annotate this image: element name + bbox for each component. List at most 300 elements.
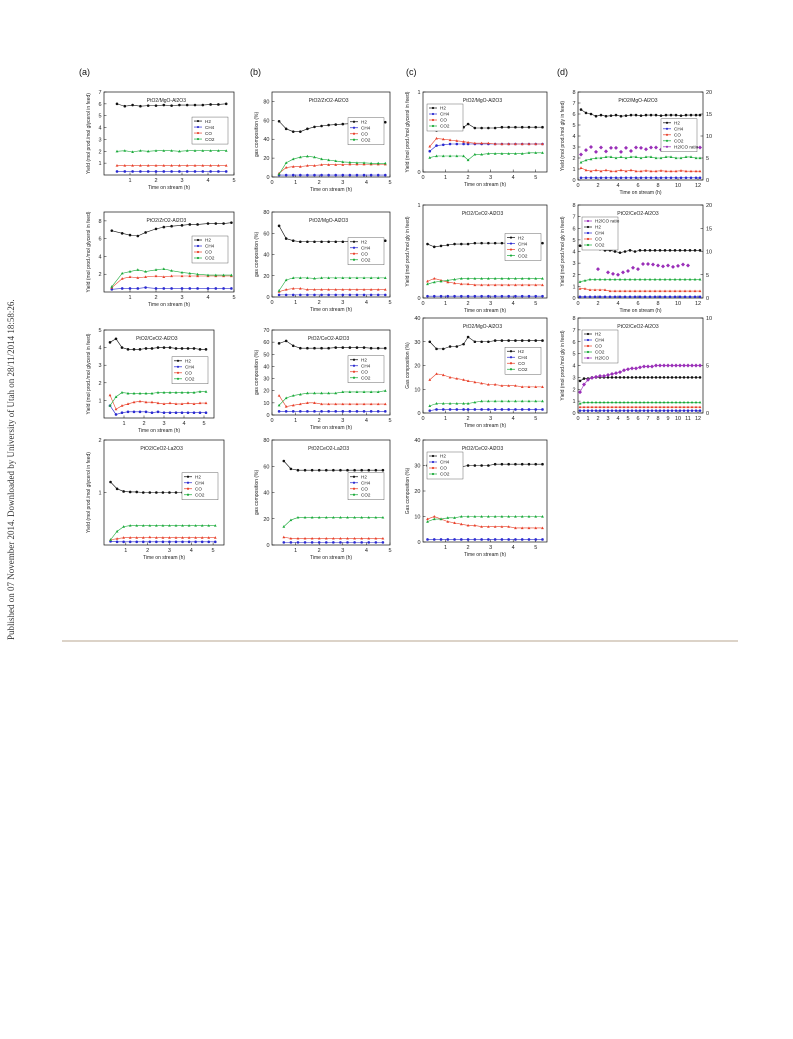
data-point [170,225,173,228]
legend-marker [353,253,355,255]
data-point [680,177,683,180]
data-point [494,295,497,298]
legend [348,238,384,265]
data-point [607,409,610,412]
x-tick-label: 5 [388,300,392,306]
data-point [428,150,431,153]
y-tick-label: 4 [572,363,576,370]
data-point [605,115,608,118]
data-point [334,346,337,349]
data-point [667,376,670,379]
data-point [595,409,598,412]
data-point [306,347,309,350]
series-co [278,287,387,293]
data-point [645,177,648,180]
data-point [342,410,345,413]
series-co [428,137,544,148]
data-point [474,538,477,541]
legend-label: CH4 [361,125,371,131]
data-point [163,346,166,349]
data-point [111,229,114,232]
data-point [699,376,702,379]
series-line [284,517,383,526]
x-tick-label: 4 [364,418,368,424]
data-point [494,463,497,466]
legend-marker [353,371,355,373]
data-point [304,469,307,472]
data-point [620,169,623,172]
data-point [599,296,602,299]
x-tick-label: 4 [364,548,368,554]
y-tick-label: 0 [266,175,270,181]
data-point [686,263,690,267]
legend-label: CO [205,130,212,136]
data-point [507,295,510,298]
series-co2 [109,390,208,407]
data-point [623,409,626,412]
data-point [580,108,583,111]
legend-label: CH4 [440,459,450,465]
legend-label: CO2 [361,137,371,143]
y-tick-label: 4 [572,134,576,140]
data-point [370,174,373,177]
y-tick-label: 8 [572,90,576,96]
legend-marker [197,126,199,128]
data-point [155,228,158,231]
data-point [501,339,504,342]
data-point [292,130,295,133]
x-tick-label: 5 [534,175,538,181]
legend-label: CO [674,132,681,138]
data-point [467,408,470,411]
data-point [306,294,309,297]
data-point [384,239,387,242]
data-point [129,541,132,544]
data-point [634,296,637,299]
series-ch4 [278,294,387,297]
legend-label: H2/CO ratio [674,144,699,150]
data-point [367,541,370,544]
series-line [430,409,543,410]
data-point [194,170,197,173]
data-point [116,541,119,544]
data-point [579,152,583,156]
legend-marker [353,121,355,123]
data-point [579,409,582,412]
x-axis-label: Time on stream (h) [147,302,191,308]
data-point [649,296,652,299]
data-point [178,104,181,107]
data-point [514,339,517,342]
data-point [590,376,594,380]
data-point [521,295,524,298]
legend-marker [177,372,179,374]
data-point [207,287,210,290]
data-point [225,103,228,106]
data-point [428,409,431,412]
data-point [320,174,323,177]
data-point [534,339,537,342]
legend-marker [177,360,179,362]
data-point [462,408,465,411]
data-point [306,128,309,131]
legend [505,234,541,261]
data-point [155,491,158,494]
data-point [682,364,686,368]
x-tick-label: 3 [489,545,493,551]
data-point [433,277,436,280]
x-tick-label: 2 [466,416,470,422]
data-point [194,104,197,107]
data-point [367,469,370,472]
y-tick-label: 60 [263,464,270,471]
legend-marker [353,365,355,367]
y-axis-label: Yield (mol prod./mol glycerol in feed) [86,93,92,174]
data-point [639,376,642,379]
y-axis-label: Yield (mol prod./mol glycerol in feed) [86,211,92,293]
data-point [679,249,682,252]
data-point [453,295,456,298]
legend-label: CH4 [185,364,195,370]
data-point [442,348,445,351]
data-point [579,380,582,383]
legend-marker [666,134,668,136]
data-point [349,174,352,177]
series-co [428,372,544,388]
data-point [433,538,436,541]
data-point [620,155,623,158]
series-line [428,517,543,522]
data-point [674,249,677,252]
x-axis-label: Time on stream (h) [619,308,662,314]
legend-marker [510,362,512,364]
data-point [313,126,316,129]
y-tick-label: 30 [263,376,270,383]
data-point [349,410,352,413]
x-tick-label: 10 [674,301,682,307]
legend-label: CO2 [440,471,450,477]
data-point [320,240,323,243]
data-point [514,408,517,411]
legend-label: CO [361,486,368,492]
x-tick-label: 2 [466,545,470,551]
data-point [199,348,202,351]
data-point [129,234,132,237]
data-point [487,340,490,343]
series-ch4 [109,404,208,415]
legend-marker [432,473,434,475]
data-point [630,366,634,370]
data-point [610,372,614,376]
data-point [162,267,165,270]
data-point [629,149,633,153]
data-point [600,114,603,117]
x-tick-label: 12 [694,183,702,189]
chart-a1 [86,90,236,191]
y-tick-label: 20 [414,363,421,370]
series-h2-co-ratio [596,262,690,277]
chart-title: PtO2/ZrO2-Al2O3 [308,98,349,104]
x-tick-label: 1 [122,421,126,427]
x-tick-label: 3 [489,175,493,181]
data-point [225,170,228,173]
data-point [142,491,145,494]
data-point [456,408,459,411]
chart-c2 [405,203,547,314]
data-point [619,251,622,254]
x-axis-label: Time on stream (h) [137,428,181,434]
x-axis-label: Time on stream (h) [463,308,507,314]
legend-label: H2 [518,348,524,354]
data-point [474,242,477,245]
data-point [639,296,642,299]
data-point [135,491,138,494]
data-point [320,125,323,128]
y2-tick-label: 0 [706,178,710,184]
series-line [279,164,385,173]
y-tick-label: 3 [98,137,102,144]
data-point [188,541,191,544]
data-point [278,342,281,345]
series-line [279,156,385,174]
data-point [189,287,192,290]
chart-d1 [560,90,712,196]
data-point [116,488,119,491]
series-line [430,138,543,146]
data-point [375,541,378,544]
data-point [636,267,640,271]
series-ch4 [283,541,385,544]
series-ch4 [426,538,544,541]
x-tick-label: 2 [317,300,321,306]
data-point [655,177,658,180]
series-line [430,153,543,160]
data-point [356,346,359,349]
data-point [139,170,142,173]
legend-label: H2 [361,119,367,125]
legend-label: CH4 [205,124,215,130]
chart-title: PtO2/MgO-Al2O3 [462,324,503,330]
data-point [610,114,613,117]
legend-marker [177,366,179,368]
data-point [651,409,654,412]
data-point [680,114,683,117]
x-tick-label: 0 [270,180,274,186]
data-point [619,296,622,299]
data-point [661,264,665,268]
legend-marker [353,247,355,249]
data-point [655,409,658,412]
data-point [675,177,678,180]
data-point [675,114,678,117]
data-point [474,295,477,298]
data-point [375,469,378,472]
y-axis-label: gas composition (%) [254,349,260,396]
x-tick-label: 2 [317,548,321,554]
legend-label: H2 [440,105,446,111]
series-co2 [580,155,702,163]
chart-title: PtO2/MgO-Al2O3 [618,98,658,104]
y-tick-label: 2 [572,272,576,279]
data-point [635,177,638,180]
data-point [334,294,337,297]
data-point [689,296,692,299]
data-point [683,376,686,379]
legend-label: CO2 [440,123,450,129]
data-point [528,126,531,129]
data-point [205,348,208,351]
legend-marker [353,476,355,478]
data-point [599,145,603,149]
data-point [627,376,630,379]
legend-label: CH4 [674,126,684,132]
data-point [494,538,497,541]
legend-label: H2 [205,118,211,124]
data-point [460,243,463,246]
legend-marker [587,244,589,246]
data-point [349,346,352,349]
x-tick-label: 4 [616,416,620,422]
data-point [664,249,667,252]
data-point [139,105,142,108]
y-tick-label: 20 [263,273,270,280]
x-tick-label: 3 [341,418,345,424]
data-point [650,364,654,368]
x-tick-label: 1 [444,545,448,551]
y-tick-label: 6 [572,226,576,233]
x-tick-label: 2 [154,178,158,184]
data-point [643,376,646,379]
data-point [595,115,598,118]
data-point [521,463,524,466]
data-point [649,249,652,252]
y-tick-label: 8 [98,218,102,225]
data-point [589,145,593,149]
data-point [514,295,517,298]
series-line [279,391,385,406]
legend-marker [432,461,434,463]
x-tick-label: 2 [466,301,470,307]
data-point [694,364,698,368]
data-point [109,481,112,484]
chart-title: PtO2/CeO2-Al2O3 [136,336,178,342]
data-point [131,104,134,107]
data-point [579,296,582,299]
legend-label: CH4 [361,245,371,251]
legend-marker [197,251,199,253]
data-point [655,376,658,379]
data-point [144,231,147,234]
y-tick-label: 3 [572,375,576,382]
series-co2 [428,400,544,407]
legend [172,357,208,384]
data-point [327,410,330,413]
x-tick-label: 3 [341,300,345,306]
data-point [521,339,524,342]
data-point [480,408,483,411]
data-point [186,104,189,107]
data-point [449,345,452,348]
y2-tick-label: 0 [706,296,710,302]
legend-label: H2 [195,474,201,480]
data-point [116,103,119,106]
data-point [151,411,154,414]
series-co [282,536,384,540]
y-tick-label: 30 [414,463,421,470]
y-tick-label: 40 [414,316,421,322]
series-line [430,144,543,151]
y-tick-label: 60 [263,231,270,238]
legend-marker [666,146,668,148]
data-point [634,250,637,253]
x-tick-label: 4 [511,416,515,422]
data-point [609,296,612,299]
data-point [534,463,537,466]
data-point [641,262,645,266]
x-tick-label: 0 [576,301,580,307]
data-point [660,169,663,172]
data-point [196,287,199,290]
data-point [163,226,166,229]
data-point [669,296,672,299]
legend-label: CO [361,369,368,375]
y-tick-label: 1 [572,284,576,291]
legend-marker [587,351,589,353]
data-point [620,177,623,180]
data-point [447,295,450,298]
data-point [453,243,456,246]
data-point [610,177,613,180]
y-tick-label: 6 [572,339,576,346]
data-point [487,242,490,245]
data-point [217,170,220,173]
data-point [467,538,470,541]
data-point [615,114,618,117]
data-point [181,287,184,290]
data-point [667,409,670,412]
data-point [149,491,152,494]
data-point [370,410,373,413]
data-point [334,410,337,413]
x-tick-label: 4 [364,300,368,306]
data-point [290,541,293,544]
y-tick-label: 60 [263,118,270,125]
data-point [640,177,643,180]
data-point [541,295,544,298]
data-point [679,376,682,379]
data-point [635,409,638,412]
data-point [664,296,667,299]
x-tick-label: 9 [666,416,670,422]
data-point [528,408,531,411]
data-point [139,411,142,414]
data-point [149,541,152,544]
x-tick-label: 3 [489,301,493,307]
y-tick-label: 1 [98,398,102,405]
data-point [278,394,281,397]
data-point [435,408,438,411]
data-point [699,296,702,299]
y-tick-label: 2 [572,156,576,162]
data-point [631,266,635,270]
x-tick-label: 0 [421,175,425,181]
data-point [678,364,682,368]
data-point [356,174,359,177]
y2-tick-label: 20 [706,203,713,209]
data-point [494,127,497,130]
chart-d2 [560,203,712,314]
legend [192,236,228,263]
